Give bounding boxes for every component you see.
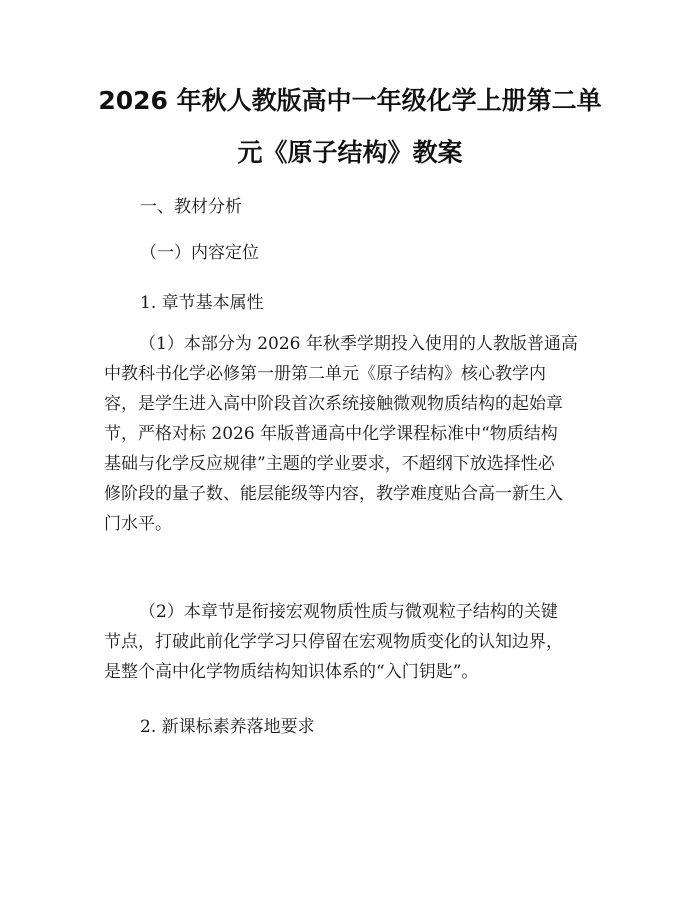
- document-title-line-2: 元《原子结构》教案: [237, 138, 463, 167]
- paragraph-line: （1）本部分为 2026 年秋季学期投入使用的人教版普通高: [139, 334, 578, 354]
- document-title-line-1: 2026 年秋人教版高中一年级化学上册第二单: [98, 86, 602, 115]
- paragraph-line: 中教科书化学必修第一册第二单元《原子结构》核心教学内: [104, 364, 546, 384]
- paragraph-line: （2）本章节是衔接宏观物质性质与微观粒子结构的关键: [139, 602, 558, 622]
- paragraph-2: [104, 597, 604, 687]
- paragraph-1: [104, 329, 604, 539]
- paragraph-line: 节，严格对标 2026 年版普通高中化学课程标准中“物质结构: [104, 424, 558, 444]
- paragraph-line: 是整个高中化学物质结构知识体系的“入门钥匙”。: [104, 662, 479, 682]
- paragraph-line: 门水平。: [104, 514, 172, 534]
- paragraph-line: 基础与化学反应规律”主题的学业要求，不超纲下放选择性必: [104, 454, 555, 474]
- paragraph-line: 节点，打破此前化学学习只停留在宏观物质变化的认知边界，: [104, 632, 563, 652]
- section-heading-textbook-analysis: 一、教材分析: [140, 197, 242, 217]
- item-heading-chapter-attributes: 1. 章节基本属性: [140, 293, 264, 313]
- paragraph-line: 容，是学生进入高中阶段首次系统接触微观物质结构的起始章: [104, 394, 563, 414]
- item-heading-curriculum-requirements: 2. 新课标素养落地要求: [140, 717, 315, 737]
- subsection-heading-content-positioning: （一）内容定位: [140, 243, 259, 263]
- paragraph-line: 修阶段的量子数、能层能级等内容，教学难度贴合高一新生入: [104, 484, 563, 504]
